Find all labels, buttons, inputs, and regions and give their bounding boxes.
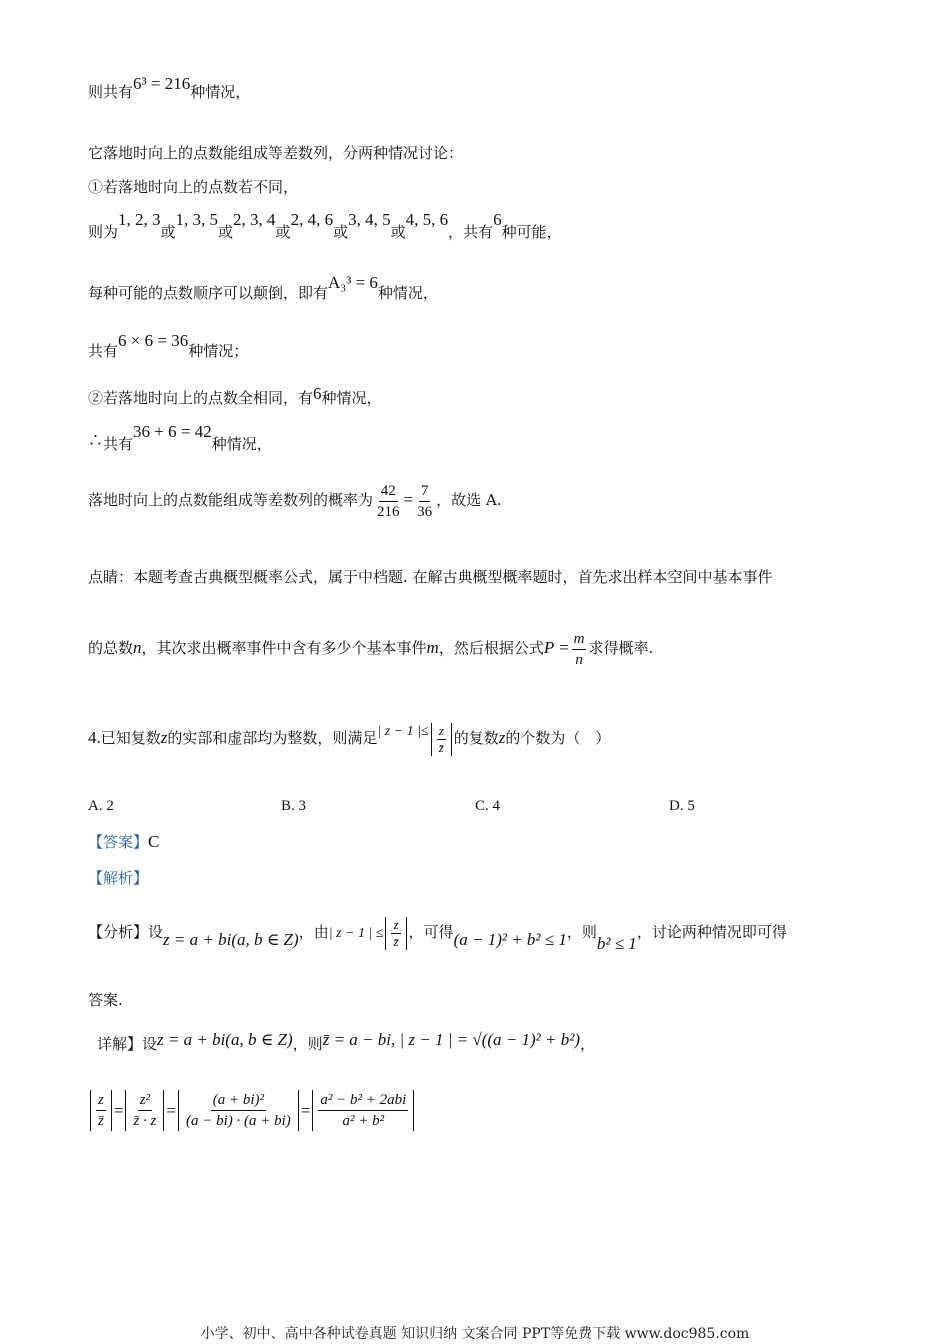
modulus-formula: $\frac{z}{z̄}$ = $\frac{\text{z²}}{z̄ \cdot z}$ = $\frac{\text{(a + bi)²}}{(a - bi) \cdot (a + bi)}$ = $\frac{\text{a² − b² + 2abi}}{\text{a² + b²}}$	[88, 1090, 416, 1131]
line-total-cases: 则共有6³ = 216种情况，	[88, 74, 251, 101]
option-b: B. 3	[281, 798, 307, 814]
analysis-label: 【解析】	[88, 869, 149, 887]
line-case-2: ②若落地时向上的点数全相同，有6种情况，	[88, 384, 382, 407]
line-total-42: ∴共有36 + 6 = 42种情况，	[88, 422, 272, 453]
option-d: D. 5	[669, 798, 695, 814]
line-arith-seq-intro: 它落地时向上的点数能组成等差数列，分两种情况讨论：	[88, 144, 464, 162]
fenxi-line-2: 答案.	[88, 991, 123, 1009]
abs-z-over-zbar-2: $\frac{z}{z̄}$	[385, 917, 406, 950]
page-footer: 小学、初中、高中各种试卷真题 知识归纳 文案合同 PPT等免费下载 www.doc985.com	[200, 1326, 750, 1342]
line-case-1-sets: 则为1, 2, 3或1, 3, 5或2, 3, 4或2, 4, 6或3, 4, 5或4, 5, 6，共有6种可能，	[88, 210, 562, 241]
line-case-1: ①若落地时向上的点数若不同，	[88, 178, 299, 196]
fraction-7-36: $\frac{7}{36}$	[417, 482, 433, 520]
line-permutations: 每种可能的点数顺序可以颠倒，即有A₃³ = 6种情况，	[88, 273, 438, 302]
fenxi-line: 【分析】设z = a + bi(a, b ∈ Z)，由| z − 1 | ≤ $\frac{z}{z̄}$ ，可得(a − 1)² + b² ≤ 1，则b² ≤ 1，讨论两种情况即可得	[88, 916, 787, 953]
math-6-cubed: 6³ = 216	[133, 74, 191, 93]
question-4: 4.已知复数z的实部和虚部均为整数，则满足| z − 1 |≤ $\frac{z}{z̄}$ 的复数z的个数为（ ）	[88, 722, 611, 755]
fraction-m-over-n: $\frac{m}{n}$	[573, 630, 585, 668]
answer-value: C	[148, 832, 160, 851]
line-subtotal-36: 共有6 × 6 = 36种情况；	[88, 331, 249, 360]
option-a: A. 2	[88, 798, 114, 814]
answer-label: 【答案】	[88, 833, 149, 851]
answer-line	[88, 832, 159, 852]
line-dianjing: 点睛：本题考查古典概型概率公式，属于中档题. 在解古典概型概率题时，首先求出样本空间中基本事件	[88, 568, 773, 586]
line-probability: 落地时向上的点数能组成等差数列的概率为 $\frac{42}{216}$ = $\frac{7}{36}$ ，故选 A.	[88, 482, 502, 520]
option-c: C. 4	[475, 798, 501, 814]
abs-z-over-zbar: $\frac{z}{z̄}$	[431, 723, 452, 756]
line-formula-hint: 的总数n，其次求出概率事件中含有多少个基本事件m，然后根据公式P = $\frac{m}{n}$ 求得概率.	[88, 630, 654, 668]
fraction-42-216: $\frac{42}{216}$	[377, 482, 400, 520]
xiangjie-line: 详解】设z = a + bi(a, b ∈ Z)，则z̄ = a − bi, | z − 1 | = √((a − 1)² + b²)，	[97, 1030, 596, 1053]
